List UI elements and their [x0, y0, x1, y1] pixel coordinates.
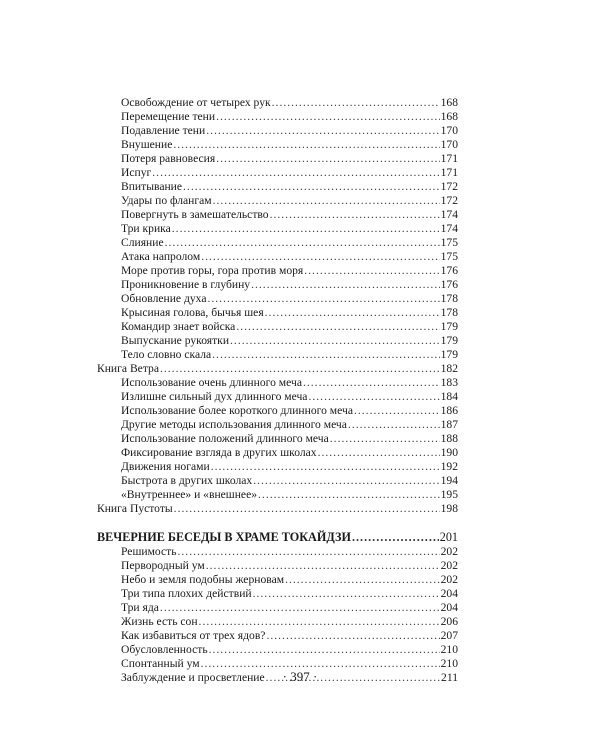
toc-entry-page: 176 [440, 278, 458, 291]
toc-entry-page: 207 [440, 629, 458, 642]
toc-entry-page: 184 [440, 390, 458, 403]
toc-leader-dots [173, 138, 439, 152]
toc-entry [121, 236, 458, 250]
toc-entry [121, 264, 458, 278]
toc-entry [121, 348, 458, 362]
toc-entry-title: Фиксирование взгляда в других школах [121, 446, 317, 459]
toc-entry-page: 168 [440, 96, 458, 109]
toc-entry [121, 643, 458, 657]
toc-entry [121, 292, 458, 306]
toc-entry-page: 171 [440, 152, 458, 165]
toc-entry-page: 178 [440, 292, 458, 305]
toc-entry-page: 187 [440, 418, 458, 431]
toc-leader-dots [160, 362, 440, 376]
toc-entry-page: 179 [440, 348, 458, 361]
toc-leader-dots [265, 306, 440, 320]
toc-leader-dots [174, 502, 440, 516]
toc-leader-dots [160, 601, 440, 615]
toc-entry-title: Командир знает войска [121, 320, 236, 333]
toc-entry-page: 172 [440, 194, 458, 207]
toc-section-heading [97, 530, 458, 544]
toc-entry [121, 474, 458, 488]
toc-entry [121, 446, 458, 460]
page-number: · 397 · [282, 669, 318, 684]
toc-entry-page: 175 [440, 250, 458, 263]
toc-entry-page: 182 [440, 362, 458, 375]
toc-entry-page: 178 [440, 306, 458, 319]
toc-leader-dots [172, 222, 440, 236]
toc-leader-dots [206, 124, 439, 138]
toc-entry-title: Три типа плохих действий [121, 587, 252, 600]
toc-entry [121, 615, 458, 629]
toc-leader-dots [209, 643, 440, 657]
toc-entry [121, 376, 458, 390]
toc-entry-page: 202 [440, 545, 458, 558]
toc-entry-title: Три яда [121, 601, 159, 614]
toc-entry [121, 96, 458, 110]
toc-entry-title: Движения ногами [121, 460, 210, 473]
toc-leader-dots [352, 530, 439, 544]
toc-leader-dots [304, 264, 439, 278]
toc-entry-page: 195 [440, 488, 458, 501]
toc-entry-page: 179 [440, 334, 458, 347]
toc-leader-dots [253, 587, 440, 601]
toc-entry [121, 152, 458, 166]
toc-entry-page: 201 [439, 530, 458, 544]
toc-entry [121, 222, 458, 236]
toc-entry-title: Удары по флангам [121, 194, 212, 207]
toc-entry-page: 190 [440, 446, 458, 459]
toc-leader-dots [330, 432, 440, 446]
toc-entry [121, 124, 458, 138]
toc-book-entry [97, 362, 458, 376]
toc-entry [121, 334, 458, 348]
toc-entry-page: 171 [440, 166, 458, 179]
toc-entry-title: Небо и земля подобны жерновам [121, 573, 285, 586]
toc-entry-page: 198 [440, 502, 458, 515]
toc-leader-dots [272, 96, 440, 110]
toc-entry-title: Выпускание рукоятки [121, 334, 230, 347]
toc-entry-page: 172 [440, 180, 458, 193]
toc-entry-title: Внушение [121, 138, 173, 151]
toc-leader-dots [183, 180, 440, 194]
toc-book-title: Книга Ветра [97, 362, 159, 375]
toc-entry-page: 174 [440, 222, 458, 235]
toc-entry-title: Тело словно скала [121, 348, 212, 361]
toc-entry [121, 573, 458, 587]
toc-leader-dots [165, 236, 440, 250]
toc-leader-dots [270, 208, 440, 222]
toc-entry-page: 194 [440, 474, 458, 487]
toc-entry-page: 204 [440, 601, 458, 614]
toc-leader-dots [266, 629, 439, 643]
toc-entry-title: Излишне сильный дух длинного меча [121, 390, 308, 403]
toc-entry-page: 179 [440, 320, 458, 333]
toc-entry-page: 183 [440, 376, 458, 389]
toc-leader-dots [318, 446, 440, 460]
toc-leader-dots [236, 320, 439, 334]
toc-entry [121, 559, 458, 573]
toc-entry-title: Крысиная голова, бычья шея [121, 306, 264, 319]
toc-section-title: ВЕЧЕРНИЕ БЕСЕДЫ В ХРАМЕ ТОКАЙДЗИ [97, 530, 351, 544]
toc-entry-title: Решимость [121, 545, 177, 558]
toc-leader-dots [211, 460, 440, 474]
toc-entry [121, 629, 458, 643]
toc-leader-dots [216, 110, 440, 124]
toc-entry-title: Как избавиться от трех ядов? [121, 629, 266, 642]
toc-entry [121, 194, 458, 208]
toc-leader-dots [303, 376, 440, 390]
toc-entry-title: Три крика [121, 222, 171, 235]
toc-entry-page: 170 [440, 124, 458, 137]
toc-book-title: Книга Пустоты [97, 502, 173, 515]
toc-leader-dots [213, 194, 440, 208]
toc-entry-title: Быстрота в других школах [121, 474, 253, 487]
toc-entry-page: 170 [440, 138, 458, 151]
toc-entry-title: Обновление духа [121, 292, 207, 305]
toc-entry-title: Море против горы, гора против моря [121, 264, 304, 277]
toc-entry [121, 418, 458, 432]
toc-entry [121, 545, 458, 559]
toc-entry [121, 488, 458, 502]
toc-entry-page: 202 [440, 573, 458, 586]
toc-leader-dots [207, 292, 439, 306]
toc-entry [121, 166, 458, 180]
toc-entry [121, 250, 458, 264]
toc-entry-title: Спонтанный ум [121, 657, 200, 670]
toc-entry-page: 211 [441, 671, 458, 684]
toc-entry-title: Слияние [121, 236, 164, 249]
toc-entry-title: Использование более короткого длинного меча [121, 404, 353, 417]
toc-entry [121, 180, 458, 194]
toc-entry-title: «Внутреннее» и «внешнее» [121, 488, 258, 501]
toc-book-entry [97, 502, 458, 516]
toc-entry-page: 186 [440, 404, 458, 417]
toc-entry [121, 390, 458, 404]
toc-leader-dots [253, 474, 439, 488]
toc-entry-title: Первородный ум [121, 559, 205, 572]
toc-entry-title: Жизнь есть сон [121, 615, 198, 628]
toc-entry [121, 208, 458, 222]
toc-leader-dots [308, 390, 439, 404]
toc-leader-dots [201, 250, 439, 264]
toc-entry-title: Другие методы использования длинного меча [121, 418, 347, 431]
toc-entry [121, 460, 458, 474]
toc-leader-dots [212, 348, 439, 362]
toc-entry-page: 210 [440, 657, 458, 670]
toc-leader-dots [152, 166, 439, 180]
toc-leader-dots [216, 152, 439, 166]
toc-entry-page: 210 [440, 643, 458, 656]
toc-entry-page: 192 [440, 460, 458, 473]
toc-leader-dots [199, 615, 440, 629]
toc-entry [121, 587, 458, 601]
toc-entry-page: 206 [440, 615, 458, 628]
toc-entry [121, 601, 458, 615]
toc-entry [121, 138, 458, 152]
toc-leader-dots [348, 418, 440, 432]
toc-entry [121, 110, 458, 124]
toc-entry-title: Освобождение от четырех рук [121, 96, 271, 109]
toc-entry-title: Атака напролом [121, 250, 201, 263]
toc-entry [121, 404, 458, 418]
toc-leader-dots [178, 545, 440, 559]
toc-entry-title: Испуг [121, 166, 152, 179]
toc-leader-dots [285, 573, 440, 587]
toc-entry-title: Повергнуть в замешательство [121, 208, 269, 221]
toc-leader-dots [230, 334, 440, 348]
toc-entry-page: 202 [440, 559, 458, 572]
toc-entry [121, 306, 458, 320]
toc-leader-dots [206, 559, 440, 573]
toc-entry [121, 432, 458, 446]
toc-entry [121, 278, 458, 292]
toc-entry [121, 320, 458, 334]
toc-entry-title: Впитывание [121, 180, 183, 193]
toc-entry-page: 168 [440, 110, 458, 123]
toc-entry-page: 188 [440, 432, 458, 445]
toc-entry-title: Подавление тени [121, 124, 206, 137]
toc-entry-title: Использование положений длинного меча [121, 432, 329, 445]
toc-entry-page: 204 [440, 587, 458, 600]
toc-entry-page: 176 [440, 264, 458, 277]
toc-entry-title: Обусловленность [121, 643, 208, 656]
toc-leader-dots [251, 278, 440, 292]
toc-entry-title: Заблуждение и просветление [121, 671, 265, 684]
toc-entry-page: 175 [440, 236, 458, 249]
toc-leader-dots [354, 404, 440, 418]
toc-entry-title: Использование очень длинного меча [121, 376, 302, 389]
toc-leader-dots [258, 488, 440, 502]
toc-entry-title: Потеря равновесия [121, 152, 216, 165]
toc-entry-page: 174 [440, 208, 458, 221]
toc-entry-title: Перемещение тени [121, 110, 216, 123]
toc-entry-title: Проникновение в глубину [121, 278, 251, 291]
